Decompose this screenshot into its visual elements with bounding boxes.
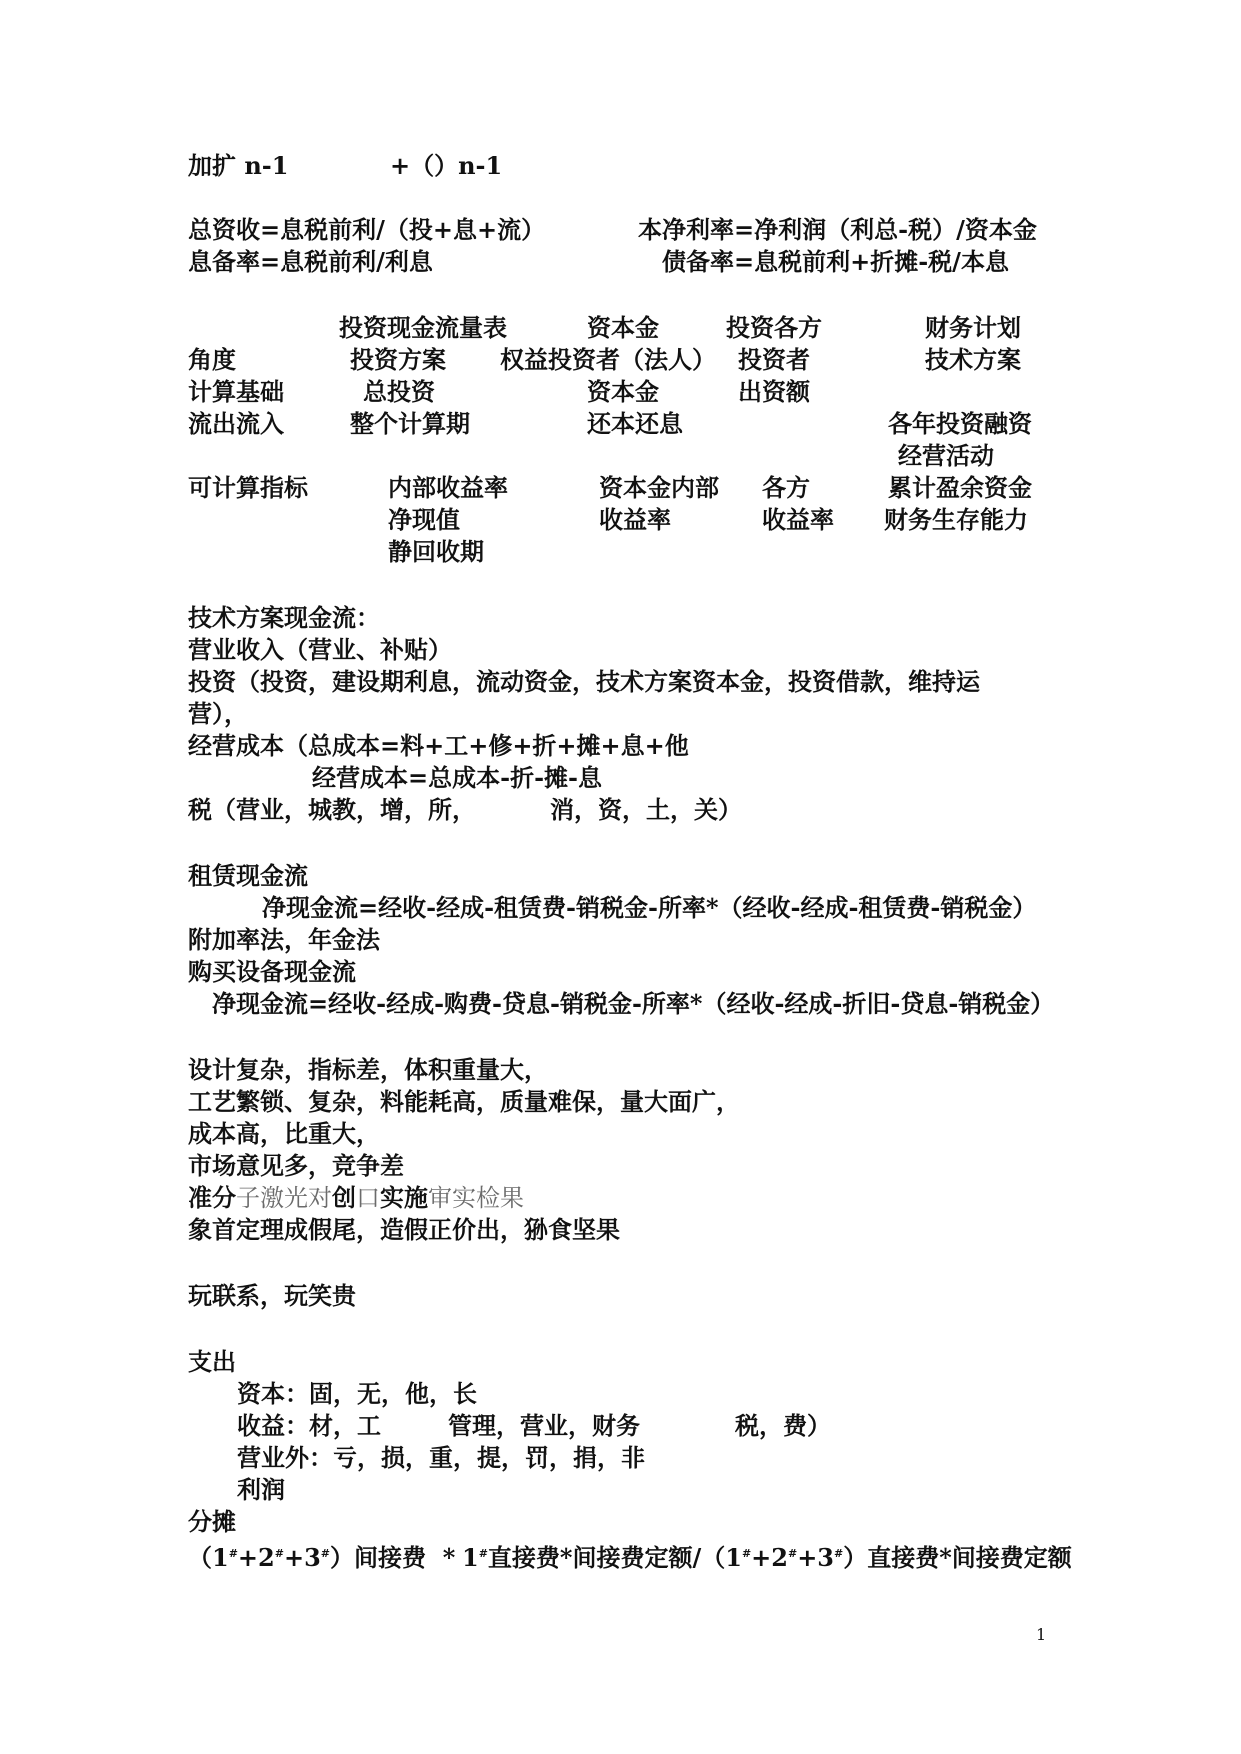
superscript: #: [834, 1547, 844, 1560]
table-cell: 权益投资者（法人）: [500, 345, 716, 374]
text-line: 资本：固，无，他，长: [237, 1379, 477, 1408]
table-cell: 总投资: [363, 377, 435, 406]
text-line: 工艺繁锁、复杂，料能耗高，质量难保，量大面广，: [188, 1087, 740, 1116]
text-span: 准分: [188, 1183, 236, 1212]
table-cell: 内部收益率: [388, 473, 508, 502]
superscript: #: [320, 1547, 330, 1560]
table-cell: 资本金: [587, 377, 659, 406]
table-cell: 资本金内部: [599, 473, 719, 502]
section-heading: 技术方案现金流：: [188, 603, 380, 632]
formula-line: +（）n-1: [390, 151, 503, 180]
mnemonic-line: [188, 1183, 524, 1213]
superscript: #: [274, 1547, 284, 1560]
table-cell: 可计算指标: [188, 473, 308, 502]
text-line: 市场意见多，竞争差: [188, 1151, 404, 1180]
table-cell: 静回收期: [388, 537, 484, 566]
text-line: 玩联系，玩笑贵: [188, 1281, 356, 1310]
formula-line: 本净利率=净利润（利总-税）/资本金: [638, 215, 1037, 244]
formula-line: 息备率=息税前利/利息: [188, 247, 433, 276]
text-line: 设计复杂，指标差，体积重量大，: [188, 1055, 548, 1084]
text-line: 成本高，比重大，: [188, 1119, 380, 1148]
table-cell: 各方: [762, 473, 810, 502]
table-cell: 整个计算期: [350, 409, 470, 438]
superscript: #: [478, 1547, 488, 1560]
text-span: 口: [356, 1184, 380, 1212]
text-span: （1: [188, 1543, 229, 1572]
text-line: 净现金流=经收-经成-购费-贷息-销税金-所率*（经收-经成-折旧-贷息-销税金）: [212, 989, 1055, 1018]
text-span: ）间接费 *: [329, 1543, 456, 1572]
text-span: 审实检果: [428, 1184, 524, 1212]
text-line: 收益：材，工: [237, 1411, 381, 1440]
table-cell: 净现值: [388, 505, 460, 534]
table-cell: 收益率: [599, 505, 671, 534]
text-line: 利润: [237, 1475, 285, 1504]
section-heading: 分摊: [188, 1507, 236, 1536]
superscript: #: [741, 1547, 752, 1560]
text-line: 营），: [188, 699, 248, 728]
text-span: +3: [283, 1543, 321, 1572]
formula-line: [188, 1539, 455, 1573]
table-cell: 财务生存能力: [884, 505, 1028, 534]
superscript: #: [787, 1547, 798, 1560]
table-cell: 计算基础: [188, 377, 284, 406]
text-line: 附加率法，年金法: [188, 925, 380, 954]
text-line: 投资（投资，建设期利息，流动资金，技术方案资本金，投资借款，维持运: [188, 667, 980, 696]
text-line: 营业外：亏，损，重，提，罚，捐，非: [237, 1443, 645, 1472]
table-header: 投资各方: [726, 313, 822, 342]
table-cell: 流出流入: [188, 409, 284, 438]
text-line: 象首定理成假尾，造假正价出，狲食坚果: [188, 1215, 620, 1244]
page-number: 1: [1036, 1625, 1047, 1644]
text-span: +2: [751, 1543, 788, 1572]
formula-line: [462, 1539, 1072, 1573]
formula-line: 债备率=息税前利+折摊-税/本息: [662, 247, 1009, 276]
text-line: 经营成本=总成本-折-摊-息: [312, 763, 602, 792]
table-header: 财务计划: [925, 313, 1021, 342]
text-span: 直接费*间接费定额/（1: [487, 1543, 742, 1572]
table-cell: 累计盈余资金: [888, 473, 1032, 502]
formula-line: 总资收=息税前利/（投+息+流）: [188, 215, 546, 244]
text-line: 税，费）: [735, 1411, 831, 1440]
table-cell: 出资额: [738, 377, 810, 406]
formula-line: 加扩 n-1: [188, 151, 289, 180]
text-line: 净现金流=经收-经成-租赁费-销税金-所率*（经收-经成-租赁费-销税金）: [262, 893, 1037, 922]
table-cell: 技术方案: [925, 345, 1021, 374]
table-cell: 投资方案: [350, 345, 446, 374]
text-span: 实施: [380, 1183, 428, 1212]
text-span: +2: [237, 1543, 275, 1572]
text-line: 管理，营业，财务: [448, 1411, 640, 1440]
text-line: 营业收入（营业、补贴）: [188, 635, 452, 664]
section-heading: 租赁现金流: [188, 861, 308, 890]
section-heading: 支出: [188, 1347, 236, 1376]
section-heading: 购买设备现金流: [188, 957, 356, 986]
text-span: 1: [462, 1543, 479, 1572]
text-line: 经营成本（总成本=料+工+修+折+摊+息+他: [188, 731, 689, 760]
table-cell: 各年投资融资: [888, 409, 1032, 438]
table-cell: 收益率: [762, 505, 834, 534]
text-span: 创: [332, 1183, 356, 1212]
table-header: 投资现金流量表: [339, 313, 507, 342]
text-line: 税（营业，城教，增，所，: [188, 795, 476, 824]
text-span: +3: [797, 1543, 834, 1572]
text-line: 消，资，土，关）: [550, 795, 742, 824]
text-span: 子激光对: [236, 1184, 332, 1212]
table-cell: 角度: [188, 345, 236, 374]
text-span: ）直接费*间接费定额: [843, 1543, 1072, 1572]
table-cell: 投资者: [738, 345, 810, 374]
table-header: 资本金: [587, 313, 659, 342]
table-cell: 还本还息: [587, 409, 683, 438]
table-cell: 经营活动: [898, 441, 994, 470]
superscript: #: [228, 1547, 238, 1560]
